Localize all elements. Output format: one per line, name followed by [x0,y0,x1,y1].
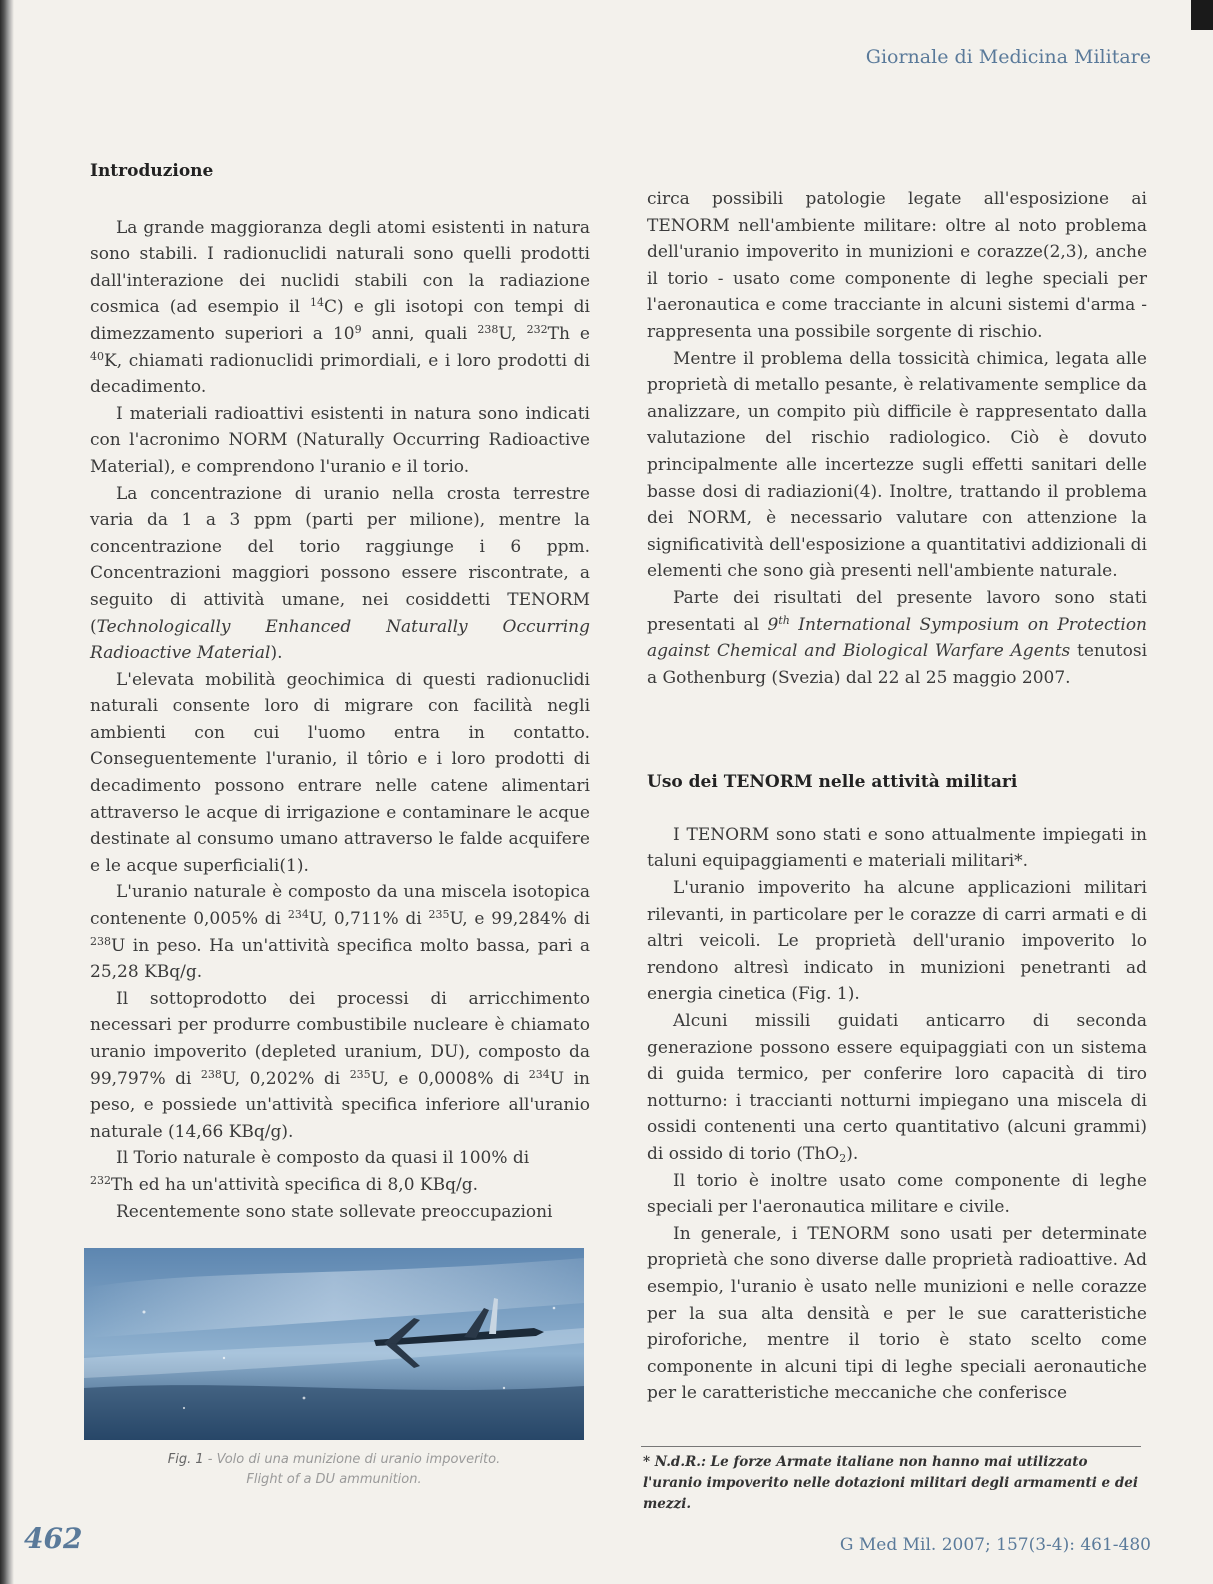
paragraph: In generale, i TENORM sono usati per determinate proprietà che sono diverse dalle proprietà radioattive. Ad esempio, l'uranio è usato nelle munizioni e nelle corazze per la sua alta densità e per le sue caratteristiche piroforiche, mentre il torio è stato scelto come componente in alcuni tipi di leghe speciali aeronautiche per le caratteristiche meccaniche che conferisce [647,1223,1147,1404]
running-head: Giornale di Medicina Militare [865,46,1151,68]
paragraph: I materiali radioattivi esistenti in natura sono indicati con l'acronimo NORM (Naturally Occurring Radioactive Material), e comprendono l'uranio e il torio. [90,403,590,477]
paragraph: circa possibili patologie legate all'esposizione ai TENORM nell'ambiente militare: oltre al noto problema dell'uranio impoverito in munizioni e corazze(2,3), anche il torio - usato come componente di leghe speciali per l'aeronautica e come tracciante in alcuni sistemi d'arma - rappresenta una possibile sorgente di rischio. [647,189,1147,342]
figure-du-ammunition-photo [84,1248,584,1440]
section-title-uso-tenorm: Uso dei TENORM nelle attività militari [647,772,1018,793]
paragraph: Il sottoprodotto dei processi di arricchimento necessari per produrre combustibile nucleare è chiamato uranio impoverito (depleted uranium, DU), composto da 99,797% di $^{238}$U, 0,202% di $^{235}$U, e 0,0008% di $^{234}$U in peso, e possiede un'attività specifica inferiore all'uranio naturale (14,66 KBq/g). [90,988,590,1142]
paragraph: Recentemente sono state sollevate preoccupazioni [116,1201,553,1222]
left-column [90,158,590,1225]
figure-caption-italian: - Volo di una munizione di uranio impoverito. [203,1452,501,1467]
journal-citation: G Med Mil. 2007; 157(3-4): 461-480 [839,1535,1151,1555]
paragraph: Parte dei risultati del presente lavoro sono stati presentati al 9th International Symposium on Protection against Chemical and Biological Warfare Agents tenutosi a Gothenburg (Svezia) dal 22 al 25 maggio 2007. [647,587,1148,688]
figure-label: Fig. 1 [167,1452,204,1467]
paragraph: Mentre il problema della tossicità chimica, legata alle proprietà di metallo pesante, è relativamente semplice da analizzare, un compito più difficile è rappresentato dalla valutazione del rischio radiologico. Ciò è dovuto principalmente alle incertezze sugli effetti sanitari delle basse dosi di radiazioni(4). Inoltre, trattando il problema dei NORM, è necessario valutare con attenzione la significatività dell'esposizione a quantitativi addizionali di elementi che sono già presenti nell'ambiente naturale. [647,348,1147,582]
paragraph: La concentrazione di uranio nella crosta terrestre varia da 1 a 3 ppm (parti per milione), mentre la concentrazione del torio raggiunge i 6 ppm. Concentrazioni maggiori possono essere riscontrate, a seguito di attività umane, nei cosiddetti TENORM (Technologically Enhanced Naturally Occurring Radioactive Material). [90,483,590,664]
paragraph: Il torio è inoltre usato come componente di leghe speciali per l'aeronautica militare e civile. [647,1170,1147,1218]
page-number: 462 [24,1522,83,1555]
section-title-introduzione: Introduzione [90,161,214,181]
figure-caption-english: Flight of a DU ammunition. [246,1472,422,1487]
footnote-divider [641,1446,1141,1447]
figure-caption [84,1450,584,1490]
scan-corner-shadow [1191,0,1213,30]
paragraph: I TENORM sono stati e sono attualmente impiegati in taluni equipaggiamenti e materiali militari*. [647,824,1147,872]
paragraph: L'uranio impoverito ha alcune applicazioni militari rilevanti, in particolare per le corazze di carri armati e di altri veicoli. Le proprietà dell'uranio impoverito lo rendono altresì indicato in munizioni penetranti ad energia cinetica (Fig. 1). [647,878,1147,1005]
footnote: * N.d.R.: Le forze Armate italiane non hanno mai utilizzato l'uranio impoverito nelle dotazioni militari degli armamenti e dei mezzi. [643,1454,1138,1512]
paragraph: Il Torio naturale è composto da quasi il 100% di $^{232}$Th ed ha un'attività specifica di 8,0 KBq/g. [90,1148,530,1195]
right-column [647,186,1147,1407]
paragraph: La grande maggioranza degli atomi esistenti in natura sono stabili. I radionuclidi naturali sono quelli prodotti dall'interazione dei nuclidi stabili con la radiazione cosmica (ad esempio il $^{14}$C) e gli isotopi con tempi di dimezzamento superiori a $10^9$ anni, quali $^{238}$U, $^{232}$Th e $^{40}$K, chiamati radionuclidi primordiali, e i loro prodotti di decadimento. [90,217,590,398]
page-binding-edge [0,0,14,1584]
paragraph: L'elevata mobilità geochimica di questi radionuclidi naturali consente loro di migrare con facilità negli ambienti con cui l'uomo entra in contatto. Conseguentemente l'uranio, il tôrio e i loro prodotti di decadimento possono entrare nelle catene alimentari attraverso le acque di irrigazione e contaminare le acque destinate al consumo umano attraverso le falde acquifere e le acque superficiali(1). [90,669,590,876]
ammunition-flight-image [84,1248,584,1440]
paragraph: Alcuni missili guidati anticarro di seconda generazione possono essere equipaggiati con un sistema di guida termico, per conferire loro capacità di tiro notturno: i traccianti notturni impiegano una miscela di ossidi contenenti una certo quantitativo (alcuni grammi) di ossido di torio (ThO$_2$). [647,1011,1147,1165]
paragraph: L'uranio naturale è composto da una miscela isotopica contenente 0,005% di $^{234}$U, 0,711% di $^{235}$U, e 99,284% di $^{238}$U in peso. Ha un'attività specifica molto bassa, pari a 25,28 KBq/g. [90,882,590,983]
